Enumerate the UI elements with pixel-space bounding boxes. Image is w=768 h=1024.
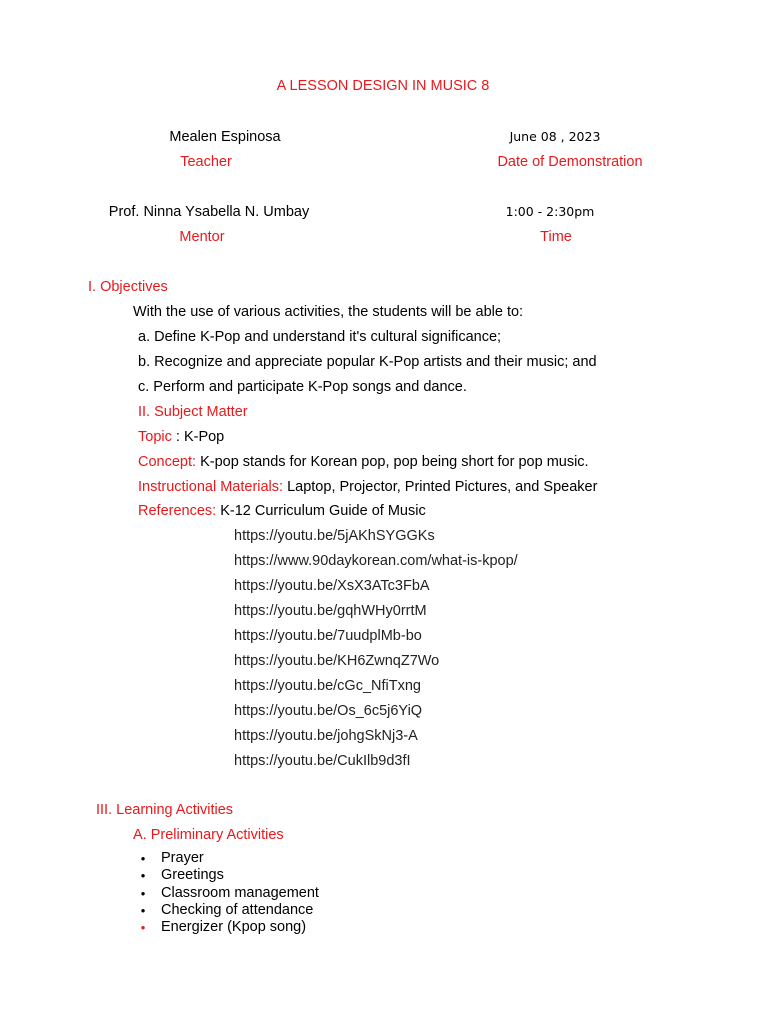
references-label: References:	[138, 503, 217, 519]
teacher-name: Mealen Espinosa	[169, 129, 281, 145]
list-item: • Energizer (Kpop song)	[138, 919, 319, 936]
topic-value: : K-Pop	[171, 429, 225, 445]
mentor-label: Mentor	[179, 229, 225, 245]
reference-link[interactable]: https://youtu.be/gqhWHy0rrtM	[234, 603, 427, 619]
reference-link[interactable]: https://www.90daykorean.com/what-is-kpop/	[234, 553, 518, 569]
bullet-icon: •	[140, 851, 146, 866]
date-label: Date of Demonstration	[497, 154, 643, 170]
materials-label: Instructional Materials:	[138, 479, 284, 495]
bullet-icon: •	[140, 885, 146, 901]
learning-activities-heading: III. Learning Activities	[96, 802, 234, 818]
objectives-heading: I. Objectives	[88, 279, 168, 295]
references-line	[138, 503, 426, 519]
objectives-intro: With the use of various activities, the students will be able to:	[133, 304, 524, 320]
concept-label: Concept:	[138, 454, 197, 470]
concept-line	[138, 454, 589, 470]
date-value: June 08 , 2023	[509, 129, 601, 144]
subject-matter-heading: II. Subject Matter	[138, 404, 248, 420]
topic-label: Topic	[138, 429, 172, 445]
references-value: K-12 Curriculum Guide of Music	[216, 503, 426, 519]
time-label: Time	[540, 229, 572, 245]
list-item: • Checking of attendance	[138, 902, 319, 919]
reference-link[interactable]: https://youtu.be/KH6ZwnqZ7Wo	[234, 653, 440, 669]
time-value: 1:00 - 2:30pm	[505, 204, 595, 219]
objective-item: b. Recognize and appreciate popular K-Pop artists and their music; and	[138, 354, 597, 370]
bullet-icon: •	[140, 902, 146, 918]
list-item: • Prayer	[138, 850, 319, 867]
objective-item: a. Define K-Pop and understand it's cultural significance;	[138, 329, 502, 345]
reference-link[interactable]: https://youtu.be/5jAKhSYGGKs	[234, 528, 435, 544]
reference-link[interactable]: https://youtu.be/7uudplMb-bo	[234, 628, 422, 644]
reference-link[interactable]: https://youtu.be/CukIlb9d3fI	[234, 753, 411, 769]
preliminary-activities-list	[138, 850, 319, 936]
bullet-icon: •	[140, 868, 146, 884]
mentor-name: Prof. Ninna Ysabella N. Umbay	[108, 204, 310, 220]
reference-link[interactable]: https://youtu.be/cGc_NfiTxng	[234, 678, 421, 694]
list-item: • Classroom management	[138, 885, 319, 902]
topic-line	[138, 429, 224, 445]
preliminary-activities-heading: A. Preliminary Activities	[133, 827, 284, 843]
reference-link[interactable]: https://youtu.be/XsX3ATc3FbA	[234, 578, 430, 594]
bullet-icon: •	[140, 920, 146, 936]
document-title: A LESSON DESIGN IN MUSIC 8	[276, 78, 490, 94]
reference-link[interactable]: https://youtu.be/Os_6c5j6YiQ	[234, 703, 423, 719]
teacher-label: Teacher	[180, 154, 232, 170]
reference-link[interactable]: https://youtu.be/johgSkNj3-A	[234, 728, 418, 744]
concept-value: K-pop stands for Korean pop, pop being short for pop music.	[196, 454, 589, 470]
list-item: • Greetings	[138, 867, 319, 884]
objective-item: c. Perform and participate K-Pop songs and dance.	[138, 379, 467, 395]
materials-line	[138, 479, 597, 495]
materials-value: Laptop, Projector, Printed Pictures, and Speaker	[283, 479, 598, 495]
